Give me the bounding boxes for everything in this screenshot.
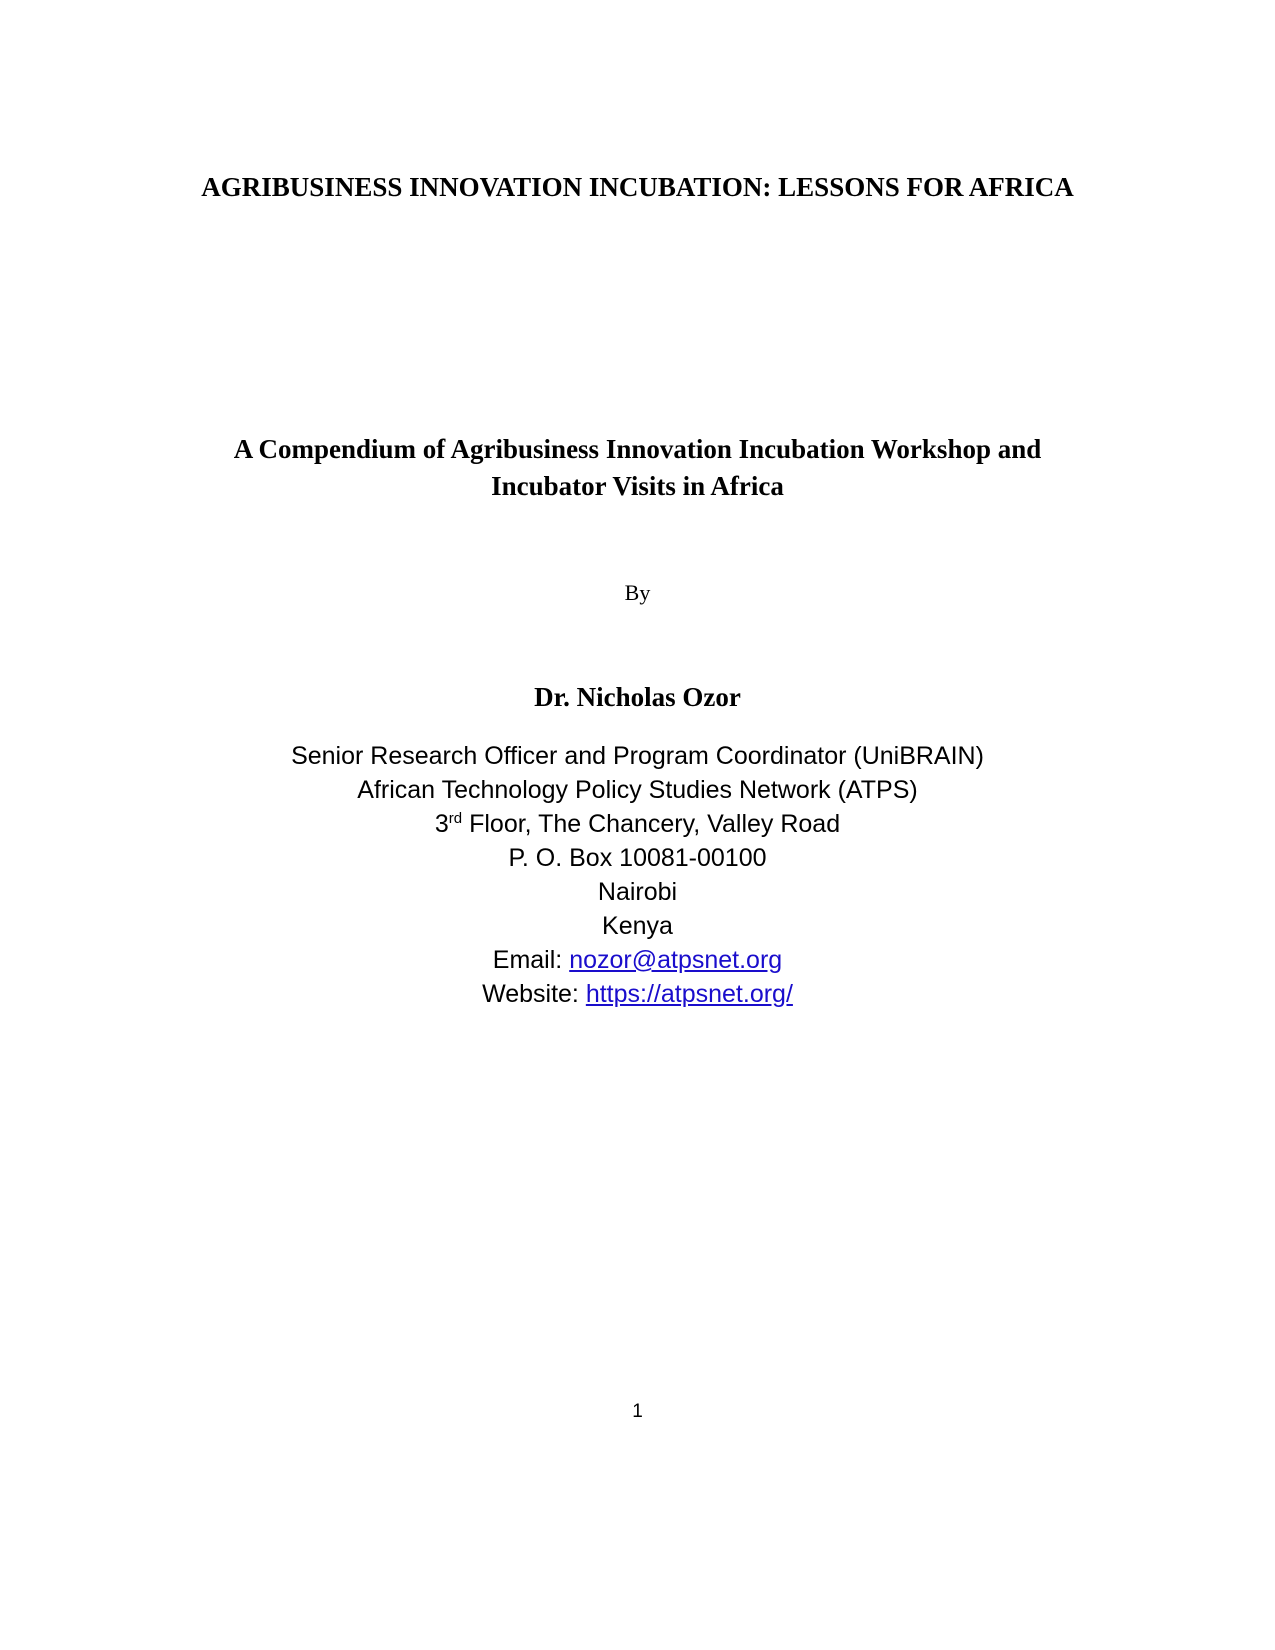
city: Nairobi (597, 878, 678, 906)
floor-suffix: rd (448, 810, 463, 827)
by-label: By (624, 580, 651, 605)
author-organization: African Technology Policy Studies Network (ATPS) (357, 776, 918, 804)
website-link[interactable]: https://atpsnet.org/ (585, 980, 793, 1008)
subtitle-line-1: A Compendium of Agribusiness Innovation Incubation Workshop and (233, 434, 1042, 464)
document-title: AGRIBUSINESS INNOVATION INCUBATION: LESSONS FOR AFRICA (201, 172, 1074, 202)
email-label: Email: (492, 946, 570, 974)
email-line (0, 943, 1275, 977)
po-box: P. O. Box 10081-00100 (508, 844, 767, 872)
website-line (0, 977, 1275, 1011)
subtitle-line-2: Incubator Visits in Africa (491, 471, 784, 501)
author-name: Dr. Nicholas Ozor (534, 682, 741, 712)
page-number: 1 (632, 1401, 643, 1422)
website-label: Website: (482, 980, 586, 1008)
address-rest: Floor, The Chancery, Valley Road (462, 810, 841, 838)
address-line (0, 807, 1275, 841)
country: Kenya (602, 912, 673, 940)
email-link[interactable]: nozor@atpsnet.org (569, 946, 783, 974)
floor-number: 3 (434, 810, 449, 838)
author-position: Senior Research Officer and Program Coordinator (UniBRAIN) (291, 742, 984, 770)
